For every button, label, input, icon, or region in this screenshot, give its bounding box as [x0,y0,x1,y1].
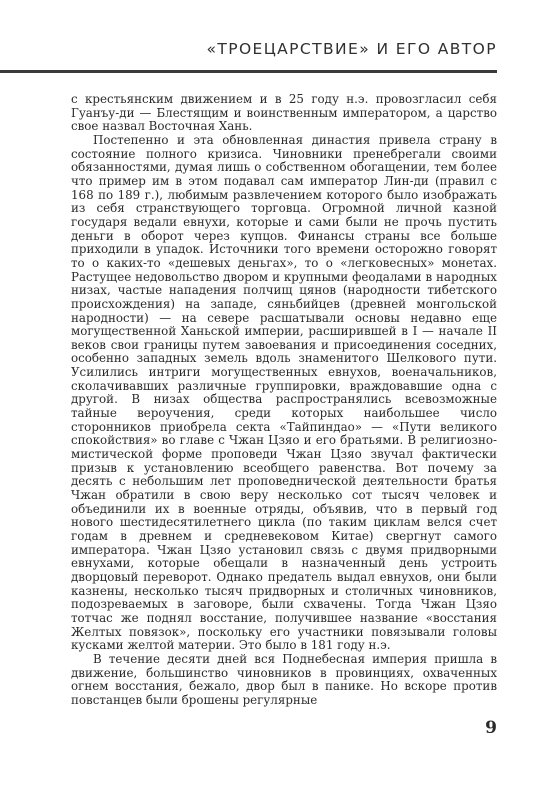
paragraph-2: Постепенно и эта обновленная династия привела страну в состояние полного кризиса. Чиновники пренебрегали своими обязанностями, думая лишь о собственном обогащении, тем более что пример им в этом подавал сам император Лин-ди (правил с 168 по 189 г.), любимым развлечением которого было изображать из себя странствующего торговца. Огромной личной казной государя ведали евнухи, которые и сами были не прочь пустить деньги в оборот через купцов. Финансы страны все больше приходили в упадок. Источники того времени осторожно говорят то о каких-то «дешевых деньгах», то о «легковесных» монетах. Растущее недовольство двором и крупными феодалами в народных низах, частые нападения полчищ цянов (народности тибетского происхождения) на западе, сяньбийцев (древней монгольской народности) — на севере расшатывали основы недавно еще могущественной Ханьской империи, расширившей в I — начале II веков свои границы путем завоевания и присоединения соседних, особенно западных земель вдоль знаменитого Шелкового пути. Усилились интриги могущественных евнухов, военачальников, сколачивавших различные группировки, враждовавшие одна с другой. В низах общества распространялись всевозможные тайные вероучения, среди которых наибольшее число сторонников приобрела секта «Тайпиндао» — «Пути великого спокойствия» во главе с Чжан Цзяо и его братьями. В религиозно-мистической форме проповеди Чжан Цзяо звучал фактически призыв к установлению всеобщего равенства. Вот почему за десять с небольшим лет проповеднической деятельности братья Чжан обратили в свою веру несколько сот тысяч человек и объединили их в военные отряды, объявив, что в первый год нового шестидесятилетнего цикла (по таким циклам велся счет годам в древнем и средневековом Китае) свергнут самого императора. Чжан Цзяо установил связь с двумя придворными евнухами, которые обещали в назначенный день устроить дворцовый переворот. Однако предатель выдал евнухов, они были казнены, несколько тысяч придворных и столичных чиновников, подозреваемых в заговоре, были схвачены. Тогда Чжан Цзяо тотчас же поднял восстание, получившее название «восстания Желтых повязок», поскольку его участники повязывали головы кусками желтой материи. Это было в 181 году н.э. [71,132,497,653]
paragraph-1: с крестьянским движением и в 25 году н.э. провозгласил себя Гуанъу-ди — Блестящим и воинственным императором, а царство свое назвал Восточная Хань. [71,92,497,134]
main-text [71,93,497,708]
page-number: 9 [485,718,497,738]
running-head: «ТРОЕЦАРСТВИЕ» И ЕГО АВТОР [206,40,497,58]
header-rule [0,70,497,73]
paragraph-3: В течение десяти дней вся Поднебесная империя пришла в движение, большинство чиновников в провинциях, охваченных огнем восстания, бежало, двор был в панике. Но вскоре против повстанцев были брошены регулярные [71,651,497,707]
